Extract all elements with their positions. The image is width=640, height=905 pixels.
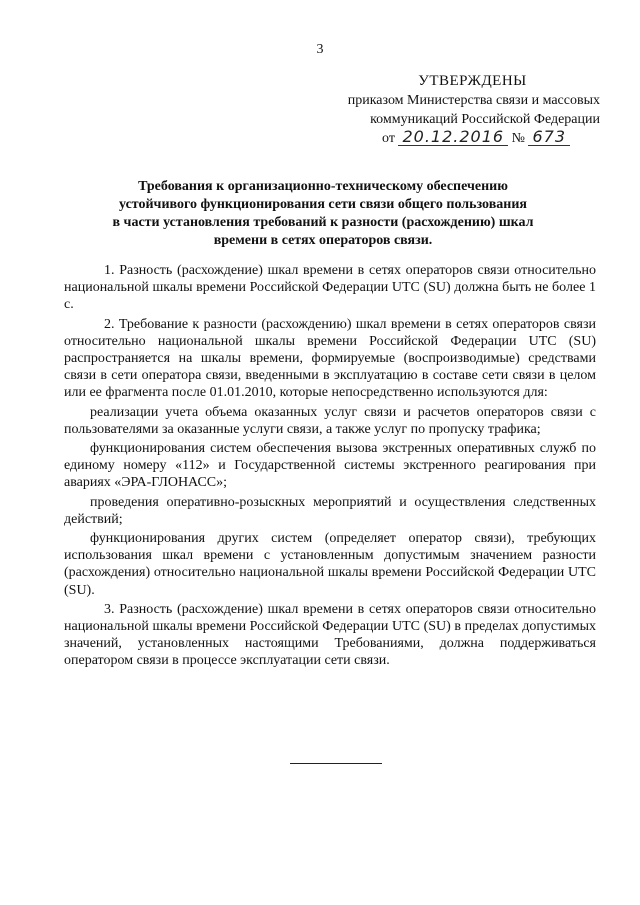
title-line-1: Требования к организационно-техническому обеспечению: [138, 179, 508, 194]
handwritten-date: 20.12.2016: [398, 129, 508, 146]
paragraph-other-systems: функционирования других систем (определяет оператор связи), требующих использования шкал времени с установленным допустимым значением разности (расхождения) относительно национальной шкалы времени Российской Федерации UTC (SU).: [64, 531, 596, 598]
document-title: [88, 178, 558, 250]
paragraph-investigative: проведения оперативно-розыскных мероприятий и осуществления следственных действий;: [64, 494, 596, 527]
title-line-3: в части установления требований к разности (расхождению) шкал: [112, 215, 534, 230]
number-label: №: [511, 131, 525, 146]
document-body: [64, 262, 596, 672]
approval-order-line: [300, 129, 600, 148]
title-line-4: времени в сетях операторов связи.: [213, 233, 433, 248]
approval-block: [300, 72, 600, 148]
paragraph-2: 2. Требование к разности (расхождению) шкал времени в сетях операторов связи относительно национальной шкалы времени Российской Федерации UTC (SU) распространяется на шкалы времени, формируемые (воспроизводимые) средствами связи в сети оператора связи, введенными в эксплуатацию в составе сети связи в целом или ее фрагмента после 01.01.2010, которые непосредственно используются для:: [64, 316, 596, 401]
title-line-2: устойчивого функционирования сети связи общего пользования: [119, 197, 527, 212]
paragraph-billing: реализации учета объема оказанных услуг связи и расчетов операторов связи с пользователями за оказанные услуги связи, а также услуг по пропуску трафика;: [64, 404, 596, 437]
approval-line-1: приказом Министерства связи и массовых: [347, 93, 600, 108]
paragraph-3: 3. Разность (расхождение) шкал времени в сетях операторов связи относительно национальной шкалы времени Российской Федерации UTC (SU) в пределах допустимых значений, установленных настоящими Требованиями, должна поддерживаться оператором связи в процессе эксплуатации сети связи.: [64, 601, 596, 669]
end-divider: [290, 763, 382, 764]
paragraph-emergency: функционирования систем обеспечения вызова экстренных оперативных служб по единому номеру «112» и Государственной системы экстренного реагирования при авариях «ЭРА-ГЛОНАСС»;: [64, 441, 596, 491]
page-number: 3: [316, 42, 324, 57]
handwritten-number: 673: [528, 129, 570, 146]
from-label: от: [382, 131, 395, 146]
approval-line-2: коммуникаций Российской Федерации: [370, 112, 600, 127]
paragraph-1: 1. Разность (расхождение) шкал времени в сетях операторов связи относительно национальной шкалы времени Российской Федерации UTC (SU) должна быть не более 1 с.: [64, 263, 596, 313]
approval-heading: УТВЕРЖДЕНЫ: [418, 73, 527, 89]
